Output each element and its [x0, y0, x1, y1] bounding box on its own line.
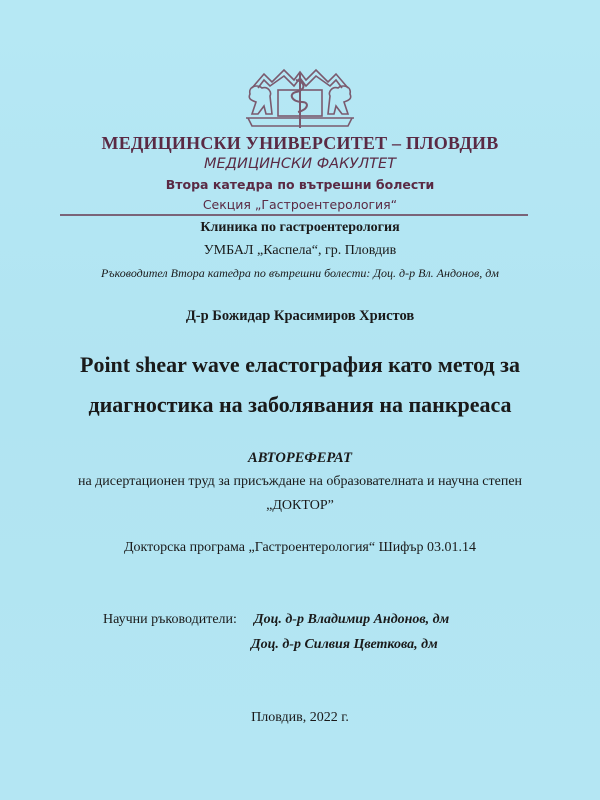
- supervisor-1: Доц. д-р Владимир Андонов, дм: [254, 612, 450, 627]
- thesis-title-line-1: Point shear wave еластография като метод за: [80, 352, 520, 377]
- supervisor-2: Доц. д-р Силвия Цветкова, дм: [251, 637, 438, 652]
- document-type: АВТОРЕФЕРАТ: [248, 450, 352, 466]
- department-name: Втора катедра по вътрешни болести: [165, 177, 435, 192]
- section-name: Секция „Гастроентерология“: [202, 197, 398, 212]
- university-name: МЕДИЦИНСКИ УНИВЕРСИТЕТ – ПЛОВДИВ: [101, 133, 499, 153]
- thesis-title-line-2: диагностика на заболявания на панкреаса: [88, 392, 512, 417]
- header-divider: [60, 214, 528, 216]
- university-crest-icon: [238, 66, 362, 130]
- doctoral-program: Докторска програма „Гастроентерология“ Шифър 03.01.14: [123, 540, 477, 555]
- department-head: Ръководител Втора катедра по вътрешни болести: Доц. д-р Вл. Андонов, дм: [101, 266, 499, 280]
- supervisors-label: Научни ръководители:: [103, 612, 237, 627]
- author-name: Д-р Божидар Красимиров Христов: [185, 308, 415, 324]
- document-description: на дисертационен труд за присъждане на образователната и научна степен: [77, 474, 523, 489]
- clinic-name: Клиника по гастроентерология: [200, 220, 400, 235]
- degree-name: „ДОКТОР”: [266, 498, 334, 513]
- place-and-year: Пловдив, 2022 г.: [251, 710, 349, 725]
- hospital-name: УМБАЛ „Каспела“, гр. Пловдив: [203, 243, 397, 258]
- faculty-name: МЕДИЦИНСКИ ФАКУЛТЕТ: [203, 156, 397, 172]
